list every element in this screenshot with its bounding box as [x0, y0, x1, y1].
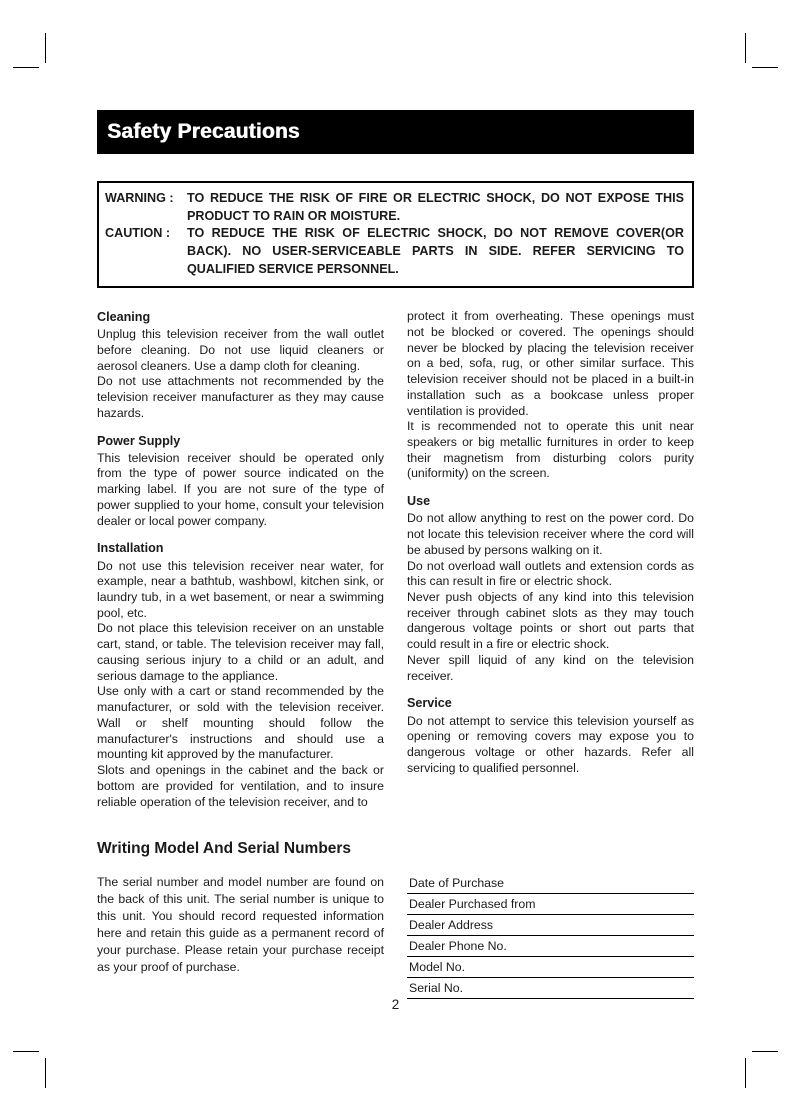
section-heading-use: Use [407, 494, 431, 509]
left-column [97, 309, 384, 810]
model-serial-intro [97, 874, 384, 999]
paragraph: Do not attempt to service this television yourself as opening or removing covers may expose you to dangerous voltage or other hazards. Refer all servicing to qualified personnel. [407, 713, 694, 775]
section-heading-service: Service [407, 696, 452, 711]
form-field-model-no: Model No. [407, 958, 694, 978]
section-installation [97, 540, 384, 810]
paragraph: Unplug this television receiver from the wall outlet before cleaning. Do not use liquid cleaners or aerosol cleaners. Use a damp cloth for cleaning. [97, 327, 384, 373]
section-heading-model-serial: Writing Model And Serial Numbers [97, 840, 352, 858]
paragraph: Use only with a cart or stand recommended by the manufacturer, or sold with the television receiver. Wall or shelf mounting should follow the manufacturer's instructions and should use a mounting kit approved by the manufacturer. [97, 684, 384, 762]
paragraph: Slots and openings in the cabinet and the back or bottom are provided for ventilation, and to insure reliable operation of the television receiver, and to [97, 763, 384, 809]
form-field-date-of-purchase: Date of Purchase [407, 874, 694, 894]
warning-caution-box [97, 181, 694, 288]
section-model-serial [97, 840, 694, 999]
warning-label: WARNING : [105, 191, 174, 205]
paragraph: The serial number and model number are found on the back of this unit. The serial number is unique to this unit. You should record requested information here and retain this guide as a permanent record of your purchase. Please retain your purchase receipt as your proof of purchase. [97, 875, 384, 975]
page-title: Safety Precautions [97, 110, 694, 154]
crop-mark-bottom-left-vertical [45, 1058, 46, 1088]
safety-text-columns [97, 309, 694, 810]
caution-text: TO REDUCE THE RISK OF ELECTRIC SHOCK, DO NOT REMOVE COVER(OR BACK). NO USER-SERVICEABLE PARTS IN SIDE. REFER SERVICING TO QUALIFIED SERVICE PERSONNEL. [187, 226, 684, 276]
purchase-record-form [407, 874, 694, 999]
page-number: 2 [391, 997, 400, 1012]
form-field-dealer-phone: Dealer Phone No. [407, 937, 694, 957]
section-installation-continued [407, 309, 694, 482]
paragraph: Do not overload wall outlets and extension cords as this can result in fire or electric shock. [407, 558, 694, 589]
crop-mark-top-left-horizontal [13, 67, 39, 68]
crop-mark-bottom-right-horizontal [752, 1051, 778, 1052]
section-service [407, 695, 694, 776]
paragraph: Never spill liquid of any kind on the television receiver. [407, 652, 694, 683]
section-use [407, 493, 694, 684]
section-heading-cleaning: Cleaning [97, 310, 151, 325]
paragraph: It is recommended not to operate this unit near speakers or big metallic furnitures in order to keep their magnetism from disturbing colors purity (uniformity) on the screen. [407, 419, 694, 481]
right-column [407, 309, 694, 810]
paragraph: Do not use this television receiver near water, for example, near a bathtub, washbowl, kitchen sink, or laundry tub, in a wet basement, or near a swimming pool, etc. [97, 558, 384, 620]
paragraph: Do not place this television receiver on an unstable cart, stand, or table. The television receiver may fall, causing serious injury to a child or an adult, and serious damage to the appliance. [97, 621, 384, 683]
paragraph: Do not use attachments not recommended by the television receiver manufacturer as they may cause hazards. [97, 374, 384, 420]
paragraph: protect it from overheating. These openings must not be blocked or covered. The openings should never be blocked by placing the television receiver on a bed, sofa, rug, or other similar surface. This television receiver should not be placed in a built-in installation such as a bookcase unless proper ventilation is provided. [407, 309, 694, 418]
crop-mark-top-left-vertical [45, 33, 46, 63]
crop-mark-top-right-vertical [745, 33, 746, 63]
crop-mark-top-right-horizontal [752, 67, 778, 68]
caution-label: CAUTION : [105, 226, 171, 241]
paragraph: This television receiver should be operated only from the type of power source indicated on the marking label. If you are not sure of the type of power supplied to your home, consult your television dealer or local power company. [97, 450, 384, 528]
warning-text: TO REDUCE THE RISK OF FIRE OR ELECTRIC SHOCK, DO NOT EXPOSE THIS PRODUCT TO RAIN OR MOISTURE. [187, 191, 684, 223]
form-field-dealer-address: Dealer Address [407, 916, 694, 936]
manual-page [97, 110, 694, 999]
crop-mark-bottom-right-vertical [745, 1058, 746, 1088]
section-power-supply [97, 433, 384, 530]
paragraph: Do not allow anything to rest on the power cord. Do not locate this television receiver where the cord will be abused by persons walking on it. [407, 511, 694, 557]
section-cleaning [97, 309, 384, 422]
section-heading-installation: Installation [97, 541, 164, 556]
form-field-dealer-purchased-from: Dealer Purchased from [407, 895, 694, 915]
section-heading-power-supply: Power Supply [97, 433, 181, 448]
model-serial-body [97, 874, 694, 999]
paragraph: Never push objects of any kind into this television receiver through cabinet slots as they may touch dangerous voltage points or short out parts that could result in a fire or electric shock. [407, 589, 694, 652]
warning-row [105, 190, 684, 225]
caution-row [105, 225, 684, 278]
form-field-serial-no: Serial No. [407, 979, 694, 999]
crop-mark-bottom-left-horizontal [13, 1051, 39, 1052]
